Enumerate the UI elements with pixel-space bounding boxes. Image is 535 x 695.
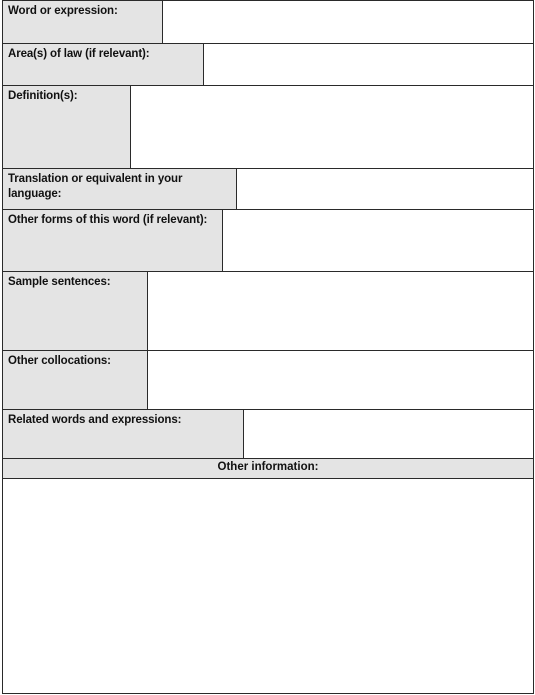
label-sample-sentences-text: Sample sentences: [8, 276, 111, 288]
label-definitions-text: Definition(s): [8, 90, 78, 102]
label-other-collocations [3, 351, 148, 409]
row-areas-of-law [2, 43, 534, 86]
row-definitions [2, 85, 534, 169]
label-sample-sentences [3, 272, 148, 350]
row-translation [2, 168, 534, 210]
row-related-words [2, 409, 534, 459]
label-translation-text: Translation or equivalent in your language: [8, 173, 183, 200]
sample-sentences-field[interactable] [148, 272, 533, 350]
label-other-forms [3, 210, 223, 271]
row-other-forms [2, 209, 534, 272]
label-word-or-expression-text: Word or expression: [8, 5, 118, 17]
other-information-header [3, 459, 533, 478]
related-words-field[interactable] [244, 410, 533, 458]
row-other-collocations [2, 350, 534, 410]
other-information-field[interactable] [3, 479, 533, 693]
label-areas-of-law [3, 44, 204, 85]
other-collocations-field[interactable] [148, 351, 533, 409]
label-related-words [3, 410, 244, 458]
label-other-collocations-text: Other collocations: [8, 355, 111, 367]
vocabulary-record-form [2, 0, 534, 694]
label-word-or-expression [3, 1, 163, 43]
label-translation [3, 169, 237, 209]
row-other-information-body [2, 478, 534, 694]
areas-of-law-field[interactable] [204, 44, 533, 85]
label-definitions [3, 86, 131, 168]
other-information-label: Other information: [217, 461, 319, 473]
row-other-information-header [2, 458, 534, 479]
definitions-field[interactable] [131, 86, 533, 168]
word-or-expression-field[interactable] [163, 1, 533, 43]
label-related-words-text: Related words and expressions: [8, 414, 182, 426]
label-areas-of-law-text: Area(s) of law (if relevant): [8, 48, 150, 60]
row-word-or-expression [2, 0, 534, 44]
other-forms-field[interactable] [223, 210, 533, 271]
row-sample-sentences [2, 271, 534, 351]
label-other-forms-text: Other forms of this word (if relevant): [8, 214, 208, 226]
translation-field[interactable] [237, 169, 533, 209]
